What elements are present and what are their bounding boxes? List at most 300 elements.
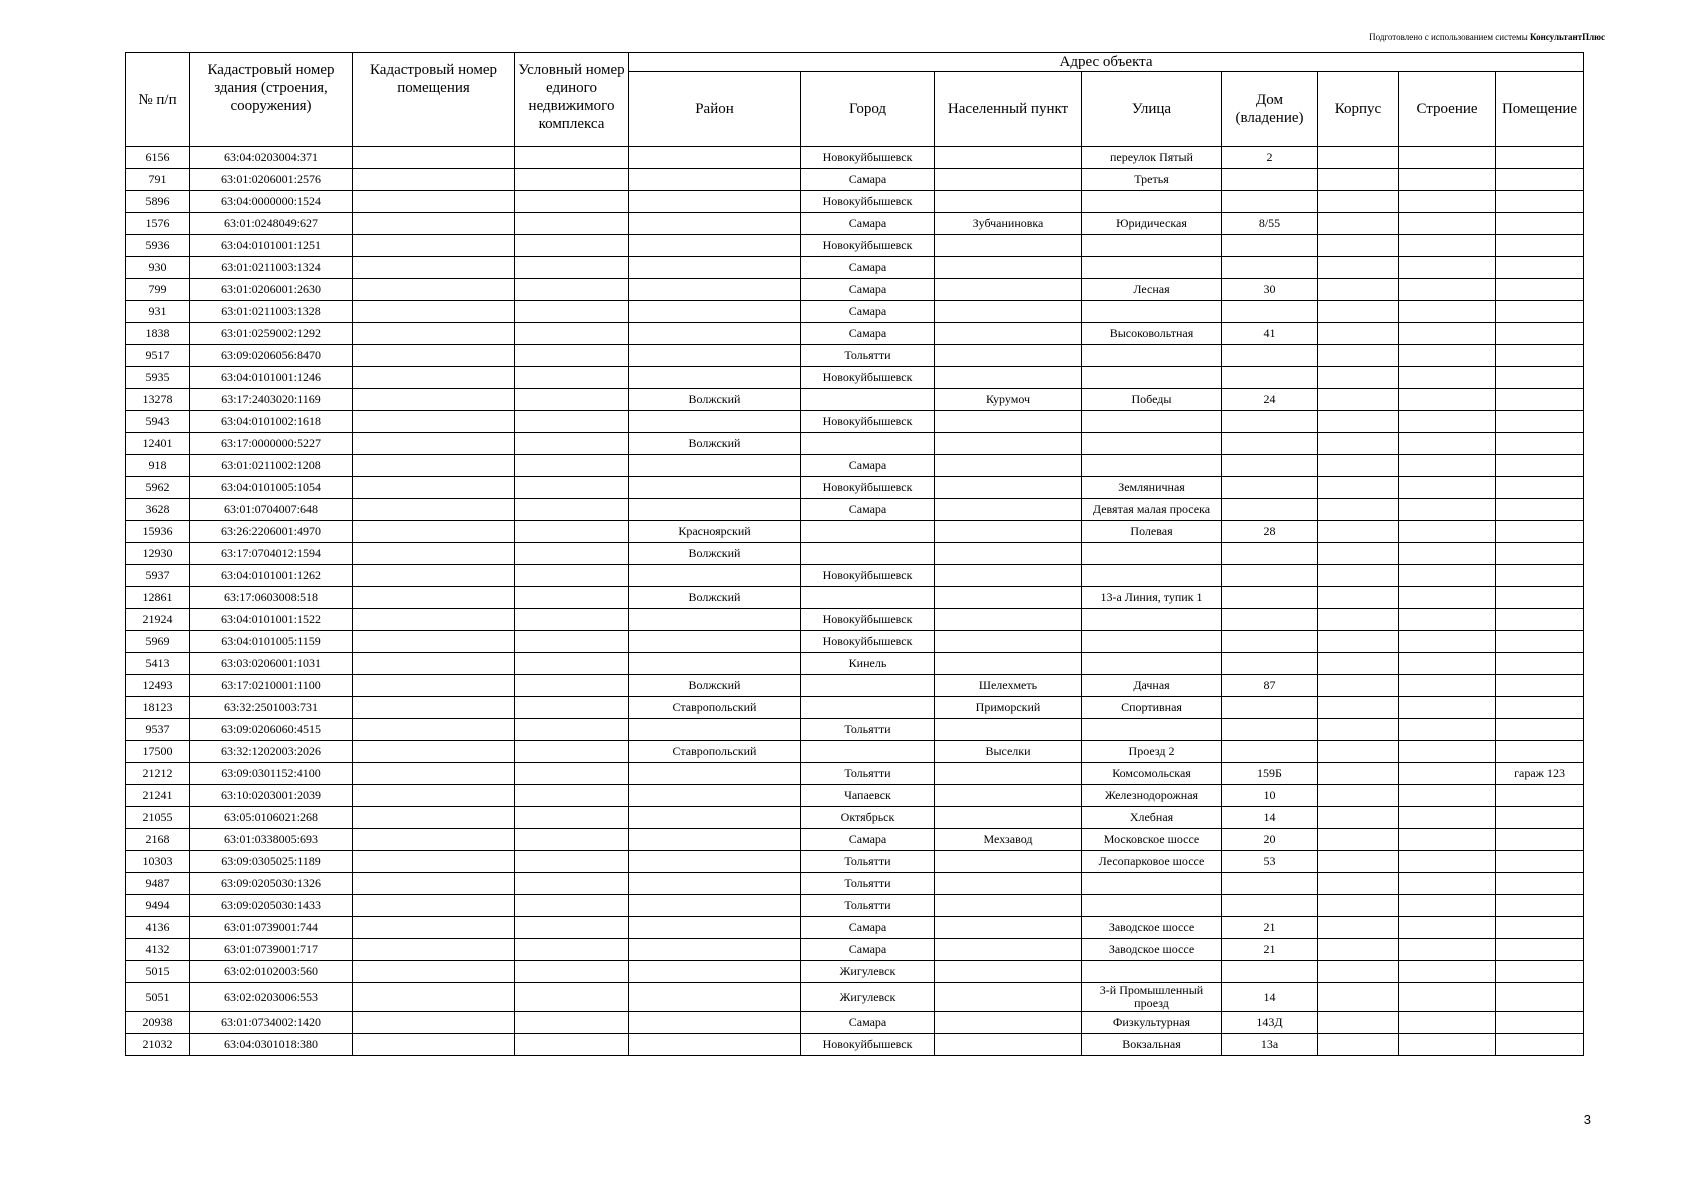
- cell-room: [1496, 785, 1584, 807]
- cell-structure: [1399, 433, 1496, 455]
- cell-house: [1222, 653, 1318, 675]
- cell-city: Самара: [801, 323, 935, 345]
- cell-block: [1318, 631, 1399, 653]
- cell-street: Заводское шоссе: [1082, 939, 1222, 961]
- table-row: [126, 653, 1584, 675]
- cell-room: [1496, 455, 1584, 477]
- cell-room: [1496, 939, 1584, 961]
- cell-district: [629, 411, 801, 433]
- cell-house: 10: [1222, 785, 1318, 807]
- cell-city: Новокуйбышевск: [801, 411, 935, 433]
- cell-row-number: 21241: [126, 785, 190, 807]
- cell-city: Новокуйбышевск: [801, 565, 935, 587]
- cell-district: [629, 873, 801, 895]
- cell-block: [1318, 983, 1399, 1012]
- cell-district: [629, 279, 801, 301]
- cell-row-number: 21924: [126, 609, 190, 631]
- cell-city: Чапаевск: [801, 785, 935, 807]
- table-row: [126, 477, 1584, 499]
- cell-street: Дачная: [1082, 675, 1222, 697]
- cell-complex-number: [515, 191, 629, 213]
- cell-building-cadastral-number: 63:01:0739001:717: [190, 939, 353, 961]
- cell-district: [629, 367, 801, 389]
- cell-city: Самара: [801, 939, 935, 961]
- cell-structure: [1399, 741, 1496, 763]
- cell-house: [1222, 345, 1318, 367]
- cell-settlement: [935, 873, 1082, 895]
- cell-complex-number: [515, 323, 629, 345]
- cell-city: Новокуйбышевск: [801, 477, 935, 499]
- cell-building-cadastral-number: 63:01:0206001:2576: [190, 169, 353, 191]
- cell-complex-number: [515, 499, 629, 521]
- cell-block: [1318, 1012, 1399, 1034]
- cell-room: [1496, 697, 1584, 719]
- cell-complex-number: [515, 411, 629, 433]
- cell-settlement: Мехзавод: [935, 829, 1082, 851]
- cell-premises-cadastral-number: [353, 323, 515, 345]
- header-complex-number: Условный номер единого недвижимого комплекса: [515, 53, 629, 147]
- cell-settlement: [935, 851, 1082, 873]
- cell-house: [1222, 499, 1318, 521]
- cell-structure: [1399, 147, 1496, 169]
- cell-building-cadastral-number: 63:02:0203006:553: [190, 983, 353, 1012]
- cell-premises-cadastral-number: [353, 719, 515, 741]
- cell-room: [1496, 235, 1584, 257]
- cell-house: [1222, 477, 1318, 499]
- cell-street: [1082, 411, 1222, 433]
- cell-block: [1318, 785, 1399, 807]
- cell-house: 21: [1222, 917, 1318, 939]
- cell-complex-number: [515, 455, 629, 477]
- table-row: [126, 873, 1584, 895]
- cell-room: [1496, 653, 1584, 675]
- cell-house: 87: [1222, 675, 1318, 697]
- table-row: [126, 433, 1584, 455]
- cell-district: [629, 917, 801, 939]
- cell-building-cadastral-number: 63:32:1202003:2026: [190, 741, 353, 763]
- cell-structure: [1399, 851, 1496, 873]
- cell-house: [1222, 587, 1318, 609]
- cell-settlement: Выселки: [935, 741, 1082, 763]
- cell-row-number: 918: [126, 455, 190, 477]
- cell-street: Спортивная: [1082, 697, 1222, 719]
- cell-house: [1222, 433, 1318, 455]
- cell-row-number: 10303: [126, 851, 190, 873]
- cell-premises-cadastral-number: [353, 301, 515, 323]
- table-row: [126, 807, 1584, 829]
- cell-city: [801, 741, 935, 763]
- cell-building-cadastral-number: 63:09:0301152:4100: [190, 763, 353, 785]
- cell-room: [1496, 829, 1584, 851]
- cell-house: 53: [1222, 851, 1318, 873]
- cell-settlement: [935, 301, 1082, 323]
- cell-row-number: 799: [126, 279, 190, 301]
- cell-district: Ставропольский: [629, 741, 801, 763]
- cell-block: [1318, 169, 1399, 191]
- cell-structure: [1399, 631, 1496, 653]
- cell-settlement: [935, 565, 1082, 587]
- cell-house: 8/55: [1222, 213, 1318, 235]
- cell-room: [1496, 411, 1584, 433]
- table-row: [126, 147, 1584, 169]
- header-city: Город: [801, 72, 935, 147]
- table-row: [126, 675, 1584, 697]
- cell-row-number: 2168: [126, 829, 190, 851]
- cell-complex-number: [515, 587, 629, 609]
- cell-premises-cadastral-number: [353, 345, 515, 367]
- cell-block: [1318, 433, 1399, 455]
- cell-settlement: [935, 609, 1082, 631]
- cell-complex-number: [515, 609, 629, 631]
- table-row: [126, 895, 1584, 917]
- cell-complex-number: [515, 433, 629, 455]
- cell-room: [1496, 499, 1584, 521]
- cell-structure: [1399, 257, 1496, 279]
- table-row: [126, 983, 1584, 1012]
- cell-settlement: [935, 983, 1082, 1012]
- cell-complex-number: [515, 257, 629, 279]
- cell-district: [629, 829, 801, 851]
- cell-house: [1222, 895, 1318, 917]
- cell-block: [1318, 279, 1399, 301]
- cell-district: [629, 169, 801, 191]
- cell-complex-number: [515, 565, 629, 587]
- cell-complex-number: [515, 873, 629, 895]
- table-row: [126, 631, 1584, 653]
- cell-structure: [1399, 169, 1496, 191]
- cell-block: [1318, 939, 1399, 961]
- cell-street: [1082, 301, 1222, 323]
- cell-city: Тольятти: [801, 873, 935, 895]
- cell-room: [1496, 1034, 1584, 1056]
- cell-street: Победы: [1082, 389, 1222, 411]
- cell-house: [1222, 301, 1318, 323]
- cell-street: [1082, 543, 1222, 565]
- cell-house: [1222, 257, 1318, 279]
- cell-premises-cadastral-number: [353, 1034, 515, 1056]
- cell-room: [1496, 543, 1584, 565]
- cell-city: Новокуйбышевск: [801, 609, 935, 631]
- cell-city: Кинель: [801, 653, 935, 675]
- cell-building-cadastral-number: 63:09:0206060:4515: [190, 719, 353, 741]
- cell-street: Девятая малая просека: [1082, 499, 1222, 521]
- cell-row-number: 21212: [126, 763, 190, 785]
- cell-structure: [1399, 455, 1496, 477]
- cell-premises-cadastral-number: [353, 389, 515, 411]
- source-note-brand: КонсультантПлюс: [1530, 32, 1605, 42]
- cell-row-number: 931: [126, 301, 190, 323]
- cell-street: [1082, 631, 1222, 653]
- cell-house: [1222, 543, 1318, 565]
- cell-row-number: 12861: [126, 587, 190, 609]
- cell-block: [1318, 697, 1399, 719]
- cell-premises-cadastral-number: [353, 411, 515, 433]
- cell-city: Самара: [801, 455, 935, 477]
- cell-complex-number: [515, 851, 629, 873]
- cell-house: [1222, 719, 1318, 741]
- cell-block: [1318, 653, 1399, 675]
- cell-block: [1318, 389, 1399, 411]
- cell-complex-number: [515, 829, 629, 851]
- cell-house: [1222, 235, 1318, 257]
- cell-building-cadastral-number: 63:32:2501003:731: [190, 697, 353, 719]
- cell-premises-cadastral-number: [353, 829, 515, 851]
- cell-settlement: [935, 521, 1082, 543]
- table-row: [126, 719, 1584, 741]
- cell-city: [801, 389, 935, 411]
- cell-district: [629, 961, 801, 983]
- cell-city: Самара: [801, 917, 935, 939]
- cell-house: 30: [1222, 279, 1318, 301]
- cell-room: [1496, 1012, 1584, 1034]
- cell-room: [1496, 323, 1584, 345]
- cell-row-number: 3628: [126, 499, 190, 521]
- cell-room: [1496, 565, 1584, 587]
- cell-street: [1082, 455, 1222, 477]
- cell-street: переулок Пятый: [1082, 147, 1222, 169]
- cell-premises-cadastral-number: [353, 521, 515, 543]
- cell-row-number: 5413: [126, 653, 190, 675]
- cell-complex-number: [515, 477, 629, 499]
- cell-premises-cadastral-number: [353, 257, 515, 279]
- cell-complex-number: [515, 169, 629, 191]
- table-row: [126, 763, 1584, 785]
- cell-settlement: [935, 257, 1082, 279]
- cell-complex-number: [515, 147, 629, 169]
- table-row: [126, 323, 1584, 345]
- cell-complex-number: [515, 961, 629, 983]
- cell-premises-cadastral-number: [353, 235, 515, 257]
- cell-block: [1318, 829, 1399, 851]
- cell-block: [1318, 543, 1399, 565]
- cell-structure: [1399, 279, 1496, 301]
- cell-row-number: 5936: [126, 235, 190, 257]
- cell-room: [1496, 851, 1584, 873]
- cell-block: [1318, 587, 1399, 609]
- cell-structure: [1399, 697, 1496, 719]
- cell-room: [1496, 345, 1584, 367]
- cell-row-number: 12493: [126, 675, 190, 697]
- cell-complex-number: [515, 235, 629, 257]
- cell-city: Тольятти: [801, 895, 935, 917]
- cell-premises-cadastral-number: [353, 807, 515, 829]
- cell-building-cadastral-number: 63:10:0203001:2039: [190, 785, 353, 807]
- cell-room: [1496, 741, 1584, 763]
- cell-settlement: [935, 785, 1082, 807]
- header-num: № п/п: [126, 53, 190, 147]
- cell-block: [1318, 873, 1399, 895]
- cell-house: 28: [1222, 521, 1318, 543]
- cell-street: [1082, 433, 1222, 455]
- cell-city: Самара: [801, 257, 935, 279]
- cell-building-cadastral-number: 63:01:0734002:1420: [190, 1012, 353, 1034]
- cell-complex-number: [515, 675, 629, 697]
- cell-room: [1496, 389, 1584, 411]
- cell-district: [629, 631, 801, 653]
- cell-row-number: 13278: [126, 389, 190, 411]
- cell-structure: [1399, 675, 1496, 697]
- table-row: [126, 301, 1584, 323]
- cell-building-cadastral-number: 63:04:0101005:1159: [190, 631, 353, 653]
- table-row: [126, 411, 1584, 433]
- cell-structure: [1399, 785, 1496, 807]
- cell-house: [1222, 609, 1318, 631]
- cell-structure: [1399, 301, 1496, 323]
- cell-settlement: [935, 763, 1082, 785]
- cell-city: Тольятти: [801, 719, 935, 741]
- cell-building-cadastral-number: 63:26:2206001:4970: [190, 521, 353, 543]
- cell-room: [1496, 367, 1584, 389]
- cell-settlement: [935, 323, 1082, 345]
- cell-row-number: 791: [126, 169, 190, 191]
- table-row: [126, 279, 1584, 301]
- cell-block: [1318, 499, 1399, 521]
- cell-settlement: [935, 499, 1082, 521]
- cell-structure: [1399, 323, 1496, 345]
- cell-house: [1222, 367, 1318, 389]
- cell-structure: [1399, 213, 1496, 235]
- cell-structure: [1399, 345, 1496, 367]
- cell-building-cadastral-number: 63:17:0603008:518: [190, 587, 353, 609]
- cell-settlement: [935, 169, 1082, 191]
- cell-room: [1496, 609, 1584, 631]
- cell-building-cadastral-number: 63:09:0305025:1189: [190, 851, 353, 873]
- cell-building-cadastral-number: 63:09:0206056:8470: [190, 345, 353, 367]
- cell-premises-cadastral-number: [353, 367, 515, 389]
- cell-street: Проезд 2: [1082, 741, 1222, 763]
- cell-house: [1222, 873, 1318, 895]
- cell-district: [629, 257, 801, 279]
- header-house: Дом (владение): [1222, 72, 1318, 147]
- cell-district: Волжский: [629, 389, 801, 411]
- cell-row-number: 5937: [126, 565, 190, 587]
- header-structure: Строение: [1399, 72, 1496, 147]
- table-row: [126, 697, 1584, 719]
- cell-street: [1082, 257, 1222, 279]
- cell-structure: [1399, 1034, 1496, 1056]
- cell-row-number: 15936: [126, 521, 190, 543]
- table-row: [126, 191, 1584, 213]
- cell-district: [629, 653, 801, 675]
- cell-district: [629, 983, 801, 1012]
- cell-premises-cadastral-number: [353, 169, 515, 191]
- source-note-prefix: Подготовлено с использованием системы: [1369, 32, 1528, 42]
- cell-room: [1496, 675, 1584, 697]
- cell-street: [1082, 873, 1222, 895]
- cell-house: 2: [1222, 147, 1318, 169]
- cell-building-cadastral-number: 63:04:0101001:1522: [190, 609, 353, 631]
- cell-premises-cadastral-number: [353, 851, 515, 873]
- cell-street: Лесопарковое шоссе: [1082, 851, 1222, 873]
- cell-building-cadastral-number: 63:02:0102003:560: [190, 961, 353, 983]
- cell-premises-cadastral-number: [353, 279, 515, 301]
- cell-settlement: Шелехметь: [935, 675, 1082, 697]
- cell-structure: [1399, 587, 1496, 609]
- cell-street: Юридическая: [1082, 213, 1222, 235]
- cell-room: [1496, 983, 1584, 1012]
- cell-city: Новокуйбышевск: [801, 1034, 935, 1056]
- cell-row-number: 6156: [126, 147, 190, 169]
- cell-street: Московское шоссе: [1082, 829, 1222, 851]
- cell-premises-cadastral-number: [353, 741, 515, 763]
- cell-district: [629, 147, 801, 169]
- cell-city: Самара: [801, 213, 935, 235]
- cell-street: Высоковольтная: [1082, 323, 1222, 345]
- cell-premises-cadastral-number: [353, 147, 515, 169]
- cell-settlement: [935, 455, 1082, 477]
- cell-settlement: Курумоч: [935, 389, 1082, 411]
- cell-building-cadastral-number: 63:01:0248049:627: [190, 213, 353, 235]
- cell-structure: [1399, 719, 1496, 741]
- cell-complex-number: [515, 279, 629, 301]
- cell-street: [1082, 345, 1222, 367]
- cell-district: Волжский: [629, 587, 801, 609]
- cell-complex-number: [515, 939, 629, 961]
- table-body: [126, 147, 1584, 1056]
- cell-complex-number: [515, 917, 629, 939]
- cell-city: Новокуйбышевск: [801, 147, 935, 169]
- cell-block: [1318, 917, 1399, 939]
- cell-room: [1496, 917, 1584, 939]
- table-row: [126, 213, 1584, 235]
- cell-district: Волжский: [629, 675, 801, 697]
- cell-block: [1318, 851, 1399, 873]
- cell-district: [629, 807, 801, 829]
- cell-premises-cadastral-number: [353, 499, 515, 521]
- cell-block: [1318, 895, 1399, 917]
- cell-room: [1496, 477, 1584, 499]
- cell-room: [1496, 587, 1584, 609]
- table-row: [126, 917, 1584, 939]
- cell-row-number: 5015: [126, 961, 190, 983]
- cell-settlement: [935, 807, 1082, 829]
- cell-structure: [1399, 609, 1496, 631]
- cell-house: 14: [1222, 983, 1318, 1012]
- cell-city: Новокуйбышевск: [801, 235, 935, 257]
- cell-house: [1222, 741, 1318, 763]
- cell-structure: [1399, 829, 1496, 851]
- cell-block: [1318, 807, 1399, 829]
- cell-settlement: [935, 147, 1082, 169]
- cell-district: [629, 191, 801, 213]
- cell-room: [1496, 433, 1584, 455]
- cell-structure: [1399, 917, 1496, 939]
- cell-premises-cadastral-number: [353, 191, 515, 213]
- cell-district: [629, 565, 801, 587]
- cell-district: [629, 1034, 801, 1056]
- cell-building-cadastral-number: 63:01:0259002:1292: [190, 323, 353, 345]
- cell-room: [1496, 147, 1584, 169]
- cell-city: Тольятти: [801, 763, 935, 785]
- cell-block: [1318, 147, 1399, 169]
- table-row: [126, 587, 1584, 609]
- cell-row-number: 9517: [126, 345, 190, 367]
- cell-city: Жигулевск: [801, 983, 935, 1012]
- cell-row-number: 17500: [126, 741, 190, 763]
- table-row: [126, 851, 1584, 873]
- table-row: [126, 565, 1584, 587]
- table-row: [126, 785, 1584, 807]
- cell-block: [1318, 367, 1399, 389]
- cell-street: Лесная: [1082, 279, 1222, 301]
- table-row: [126, 521, 1584, 543]
- table-row: [126, 257, 1584, 279]
- cell-structure: [1399, 895, 1496, 917]
- cell-block: [1318, 455, 1399, 477]
- cell-row-number: 5969: [126, 631, 190, 653]
- cell-building-cadastral-number: 63:09:0205030:1433: [190, 895, 353, 917]
- cell-settlement: [935, 1034, 1082, 1056]
